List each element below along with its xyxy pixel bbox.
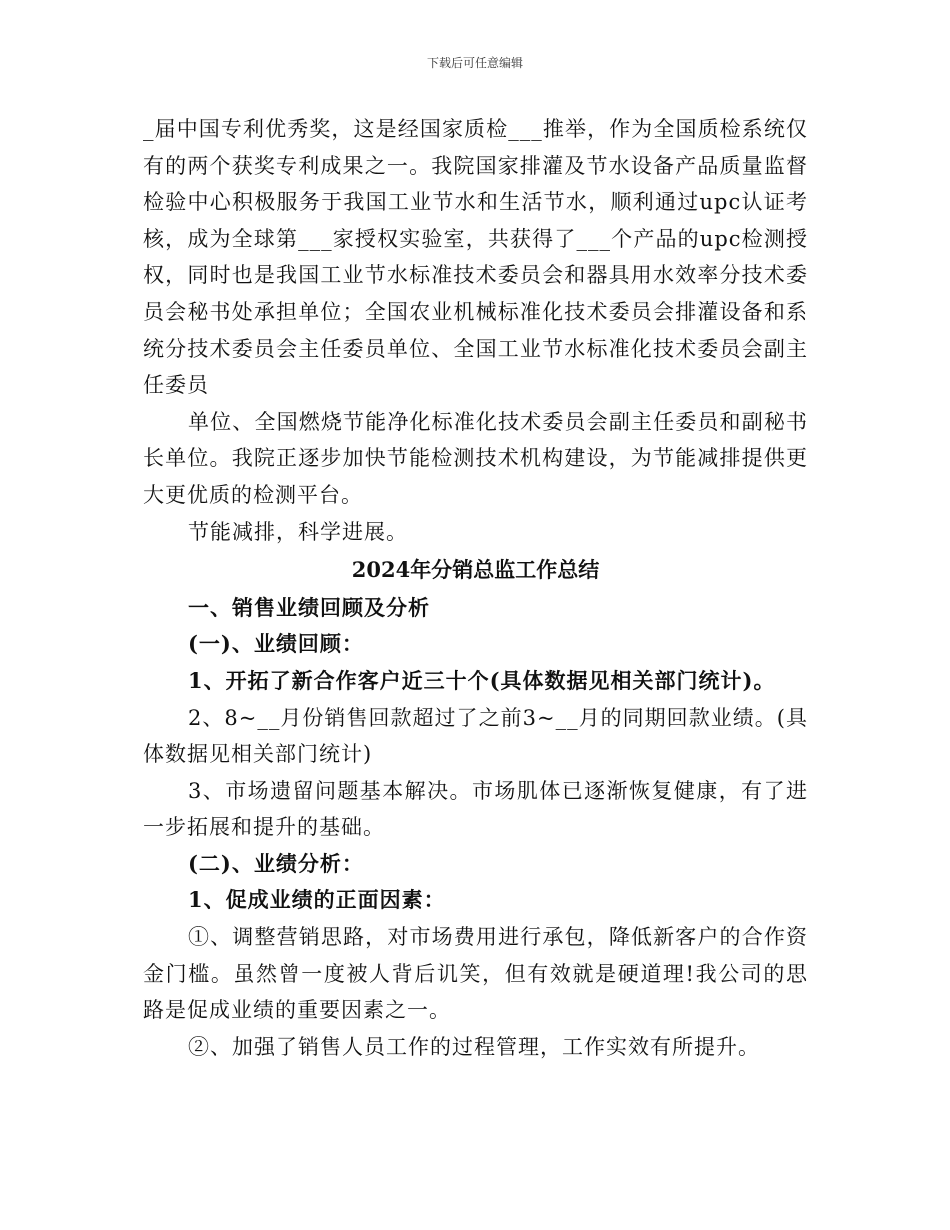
section-heading-1: 一、销售业绩回顾及分析 bbox=[188, 594, 430, 620]
paragraph-2: 单位、全国燃烧节能净化标准化技术委员会副主任委员和副秘书长单位。我院正逐步加快节能检测技术机构建设，为节能减排提供更大更优质的检测平台。 bbox=[143, 409, 808, 507]
subheading-positive-factors: 1、促成业绩的正面因素： bbox=[188, 887, 446, 913]
item-2: 2、8~__月份销售回款超过了之前3~__月的同期回款业绩。(具体数据见相关部门统计) bbox=[143, 705, 808, 767]
item-3: 3、市场遗留问题基本解决。市场肌体已逐渐恢复健康，有了进一步拓展和提升的基础。 bbox=[143, 778, 808, 840]
item-1: 1、开拓了新合作客户近三十个(具体数据见相关部门统计)。 bbox=[188, 667, 776, 693]
factor-2: ②、加强了销售人员工作的过程管理，工作实效有所提升。 bbox=[188, 1034, 760, 1059]
factor-1: ①、调整营销思路，对市场费用进行承包，降低新客户的合作资金门槛。虽然曾一度被人背后讥笑，但有效就是硬道理!我公司的思路是促成业绩的重要因素之一。 bbox=[143, 925, 808, 1023]
section-heading-1-2: (二)、业绩分析： bbox=[188, 850, 364, 876]
page-header: 下载后可任意编辑 bbox=[426, 56, 523, 70]
document-title: 2024年分销总监工作总结 bbox=[351, 557, 600, 583]
paragraph-1: _届中国专利优秀奖，这是经国家质检___推举，作为全国质检系统仅有的两个获奖专利成果之一。我院国家排灌及节水设备产品质量监督检验中心积极服务于我国工业节水和生活节水，顺利通过upc认证考核，成为全球第___家授权实验室，共获得了___个产品的upc检测授权，同时也是我国工业节水标准技术委员会和器具用水效率分技术委员会秘书处承担单位；全国农业机械标准化技术委员会排灌设备和系统分技术委员会主任委员单位、全国工业节水标准化技术委员会副主任委员 bbox=[143, 117, 808, 398]
paragraph-3: 节能减排，科学进展。 bbox=[188, 519, 408, 544]
document-body bbox=[143, 111, 808, 1065]
section-heading-1-1: (一)、业绩回顾： bbox=[188, 631, 364, 657]
